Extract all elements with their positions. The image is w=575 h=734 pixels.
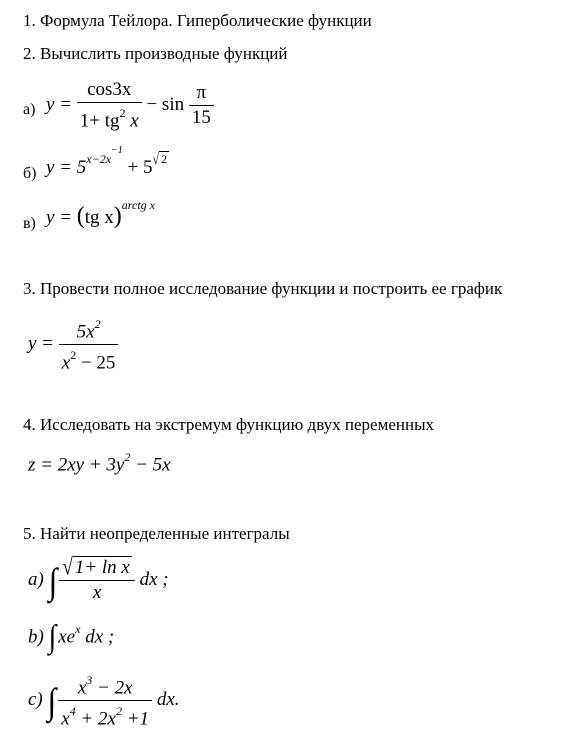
integral-sign-icon: ∫ xyxy=(47,680,57,722)
integral-c-den-b-exp: 2 xyxy=(115,704,122,719)
derivative-b-exp1-inner: −1 xyxy=(111,145,123,156)
integral-c-tail: dx. xyxy=(152,689,180,711)
integral-c-numerator xyxy=(58,670,152,700)
derivative-v-exp: arctg x xyxy=(121,198,156,212)
derivative-a-label: а) xyxy=(23,101,36,118)
derivative-v-lparen: ( xyxy=(76,203,85,229)
derivative-b-plus: + 5 xyxy=(122,157,153,178)
item-2-heading: 2. Вычислить производные функций xyxy=(23,44,288,63)
derivative-a-numerator: cos3x xyxy=(87,79,132,100)
study-numerator xyxy=(59,314,119,344)
derivative-b-exp2: √ 2 xyxy=(152,150,168,168)
extremum-pre: z = 2xy + 3y xyxy=(28,454,125,476)
derivative-b-lhs: y = 5 xyxy=(46,157,87,178)
derivative-a-den-post: x xyxy=(125,110,139,132)
study-num-exp: 2 xyxy=(94,317,101,331)
derivative-a-pi: π xyxy=(196,82,207,104)
derivative-b-exp1-text: x−2x xyxy=(86,152,112,166)
derivative-b-radicand: 2 xyxy=(161,152,168,166)
integral-c-den-b: + 2x xyxy=(75,708,116,730)
integral-a-tail: dx ; xyxy=(134,568,169,590)
derivative-b-exp1 xyxy=(86,145,123,166)
integral-c-den-c: +1 xyxy=(121,708,150,730)
integral-c-num-a-exp: 3 xyxy=(86,673,93,687)
integral-c-fraction xyxy=(58,670,152,732)
item-5-heading: 5. Найти неопределенные интегралы xyxy=(23,524,290,543)
derivative-v-lhs: y = xyxy=(46,207,73,228)
integral-b-formula xyxy=(28,619,115,656)
item-3-heading: 3. Провести полное исследование функции и построить ее график xyxy=(23,279,503,298)
derivative-b-label: б) xyxy=(23,165,37,182)
extremum-post: − 5x xyxy=(130,454,171,476)
derivative-a-fifteen: 15 xyxy=(189,105,214,130)
integral-b-base: xe xyxy=(58,626,76,648)
integral-a-denominator: x xyxy=(59,580,134,605)
study-denominator xyxy=(59,344,119,375)
derivative-v-rparen: ) xyxy=(113,203,122,229)
integral-a-formula xyxy=(28,556,169,605)
study-den-post: − 25 xyxy=(76,352,116,374)
derivative-v-formula xyxy=(46,198,156,230)
integral-a-numerator xyxy=(59,556,134,580)
extremum-exp: 2 xyxy=(124,450,131,464)
study-fraction xyxy=(59,314,119,376)
integral-c-den-a-exp: 4 xyxy=(69,704,76,719)
extremum-formula xyxy=(28,452,171,476)
integral-sign-icon: ∫ xyxy=(48,559,58,602)
integral-sign-icon: ∫ xyxy=(48,619,57,656)
integral-c-num-a: x xyxy=(77,677,87,699)
study-formula xyxy=(28,314,118,376)
derivative-a-formula xyxy=(46,78,214,133)
derivative-b-formula xyxy=(46,145,169,179)
item-4-heading: 4. Исследовать на экстремум функцию двух переменных xyxy=(23,415,435,434)
integral-a-radicand: 1+ ln x xyxy=(74,557,130,578)
study-lhs: y = xyxy=(28,333,55,355)
item-1-heading: 1. Формула Тейлора. Гиперболические функции xyxy=(23,11,372,30)
integral-a-fraction xyxy=(59,556,134,605)
derivative-v-inner: tg x xyxy=(84,207,114,228)
derivative-a-lhs: y = xyxy=(46,94,73,116)
integral-b-tail: dx ; xyxy=(80,626,115,648)
integral-c-formula xyxy=(28,670,180,732)
sqrt-icon: √ xyxy=(62,554,73,581)
integral-a-label: a) xyxy=(28,568,44,590)
integral-c-den-a: x xyxy=(61,708,70,730)
study-num-base: 5x xyxy=(76,321,95,343)
integral-c-label: c) xyxy=(28,689,43,711)
derivative-a-den-pre: 1+ tg xyxy=(79,110,120,132)
derivative-v-label: в) xyxy=(23,215,36,232)
derivative-a-fraction xyxy=(77,78,142,133)
integral-b-label: b) xyxy=(28,626,44,648)
derivative-a-denominator xyxy=(77,102,142,133)
derivative-a-den-exp: 2 xyxy=(119,106,126,120)
derivative-a-pi-fraction xyxy=(189,81,214,130)
study-den-base: x xyxy=(61,352,71,374)
derivative-a-minus-sin: − sin xyxy=(146,94,185,116)
study-den-exp: 2 xyxy=(70,348,77,363)
integral-b-exp: x xyxy=(75,622,81,637)
integral-c-denominator xyxy=(58,700,152,731)
integral-c-num-b: − 2x xyxy=(92,677,133,699)
